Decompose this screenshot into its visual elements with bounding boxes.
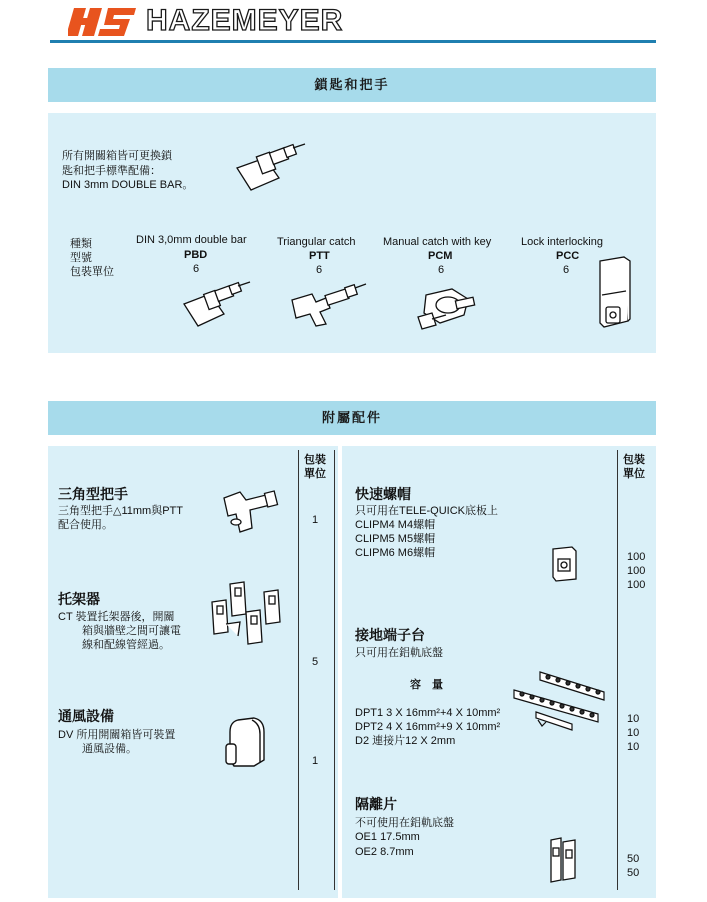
bracket-line-3: 線和配線管經過。 [82, 639, 170, 651]
product-pbd-code: PBD [184, 249, 208, 261]
bracket-line-2: 箱與牆壁之間可讓電 [82, 625, 181, 637]
product-ptt-type: Triangular catch [277, 236, 356, 248]
double-bar-handle-illustration [235, 140, 310, 195]
dpt2-spec: DPT2 4 X 16mm²+9 X 10mm² [355, 721, 501, 733]
bracket-title: 托架器 [58, 591, 100, 607]
row-label-pack: 包裝單位 [70, 266, 114, 278]
quick-nut-qty-2: 100 [627, 565, 646, 577]
triangle-handle-title: 三角型把手 [58, 486, 128, 502]
right-qty-divider [617, 450, 618, 890]
quick-nut-illustration [550, 545, 580, 583]
product-ptt-code: PTT [309, 250, 330, 262]
earth-terminal-qty-3: 10 [627, 741, 640, 753]
ventilation-title: 通風設備 [58, 708, 114, 724]
right-pack-header-2: 單位 [623, 468, 645, 480]
separator-title: 隔離片 [355, 796, 397, 812]
earth-terminal-illustration [512, 668, 608, 748]
product-pbd-type: DIN 3,0mm double bar [136, 234, 247, 246]
brand-name: HAZEMEYER [146, 4, 344, 37]
ventilation-device-illustration [224, 716, 270, 770]
quick-nut-line-1: 只可用在TELE-QUICK底板上 [355, 505, 499, 517]
row-label-type: 種類 [70, 238, 92, 250]
intro-line-3: DIN 3mm DOUBLE BAR。 [62, 179, 194, 191]
earth-terminal-line-1: 只可用在鋁軌底盤 [355, 647, 443, 659]
quick-nut-qty-1: 100 [627, 551, 646, 563]
bracket-qty: 5 [312, 656, 319, 668]
product-pcc-code: PCC [556, 250, 580, 262]
earth-terminal-qty-1: 10 [627, 713, 640, 725]
section1-title: 鎖匙和把手 [314, 77, 390, 92]
left-pack-header-2: 單位 [304, 468, 326, 480]
product-ptt-qty: 6 [316, 264, 323, 276]
row-label-code: 型號 [70, 252, 92, 264]
section2-banner [48, 401, 656, 435]
ptt-handle-illustration [290, 280, 370, 328]
d2-spec: D2 連接片12 X 2mm [355, 735, 456, 747]
triangle-handle-line-2: 配合使用。 [58, 519, 113, 531]
capacity-label: 容 量 [410, 679, 443, 691]
section2-title: 附屬配件 [321, 410, 382, 425]
pcc-lock-interlocking-illustration [596, 255, 636, 337]
left-qty-divider-b [334, 450, 335, 890]
separator-line-3: OE2 8.7mm [355, 846, 414, 858]
earth-terminal-title: 接地端子台 [355, 627, 425, 643]
wall-bracket-illustration [208, 580, 292, 662]
bracket-line-1: CT 裝置托架器後，開關 [58, 611, 175, 623]
quick-nut-line-3: CLIPM5 M5螺帽 [355, 533, 436, 545]
product-pcc-type: Lock interlocking [521, 236, 603, 248]
quick-nut-qty-3: 100 [627, 579, 646, 591]
section1-banner [48, 68, 656, 102]
earth-terminal-qty-2: 10 [627, 727, 640, 739]
separator-plate-illustration [547, 834, 581, 886]
quick-nut-title: 快速螺帽 [355, 486, 411, 502]
intro-line-2: 匙和把手標準配備： [62, 165, 161, 177]
product-pcm-type: Manual catch with key [383, 236, 492, 248]
separator-line-2: OE1 17.5mm [355, 831, 420, 843]
pbd-handle-illustration [182, 280, 254, 328]
separator-qty-1: 50 [627, 853, 640, 865]
hazemeyer-logo-icon [68, 6, 138, 38]
product-pcc-qty: 6 [563, 264, 570, 276]
separator-line-1: 不可使用在鋁軌底盤 [355, 817, 454, 829]
dpt1-spec: DPT1 3 X 16mm²+4 X 10mm² [355, 707, 501, 719]
right-pack-header-1: 包裝 [623, 454, 645, 466]
quick-nut-line-4: CLIPM6 M6螺帽 [355, 547, 436, 559]
triangle-handle-line-1: 三角型把手△11mm與PTT [58, 505, 183, 517]
header-rule [50, 40, 656, 43]
product-pcm-qty: 6 [438, 264, 445, 276]
intro-line-1: 所有開關箱皆可更換鎖 [62, 150, 172, 162]
ventilation-qty: 1 [312, 755, 319, 767]
separator-qty-2: 50 [627, 867, 640, 879]
left-pack-header-1: 包裝 [304, 454, 326, 466]
ventilation-line-2: 通風設備。 [82, 743, 137, 755]
product-pcm-code: PCM [428, 250, 453, 262]
left-qty-divider-a [298, 450, 299, 890]
triangle-handle-qty: 1 [312, 514, 319, 526]
product-pbd-qty: 6 [193, 263, 200, 275]
quick-nut-line-2: CLIPM4 M4螺帽 [355, 519, 436, 531]
pcm-catch-with-key-illustration [412, 285, 482, 333]
ventilation-line-1: DV 所用開關箱皆可裝置 [58, 729, 176, 741]
triangle-handle-illustration [222, 486, 282, 534]
